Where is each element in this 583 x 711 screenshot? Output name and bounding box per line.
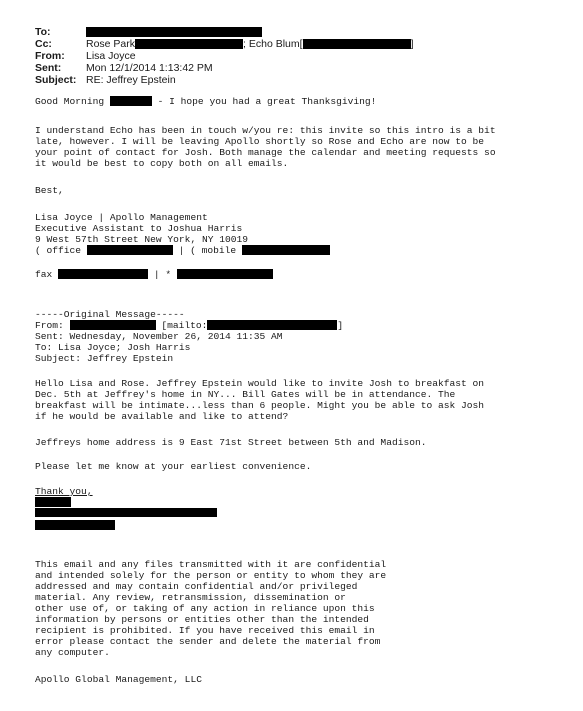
to-label: To: — [35, 26, 51, 38]
subject-value: RE: Jeffrey Epstein — [86, 74, 176, 86]
original-para-line: breakfast will be intimate...less than 6 people. Might you be able to ask Josh — [35, 400, 485, 411]
redaction-bar — [35, 520, 115, 530]
reply-para-line: I understand Echo has been in touch w/you re: this invite so this intro is a bit — [35, 125, 496, 136]
original-sent-line: Sent: Wednesday, November 26, 2014 11:35 AM — [35, 331, 283, 342]
redaction-bar — [110, 96, 152, 106]
from-label: From: — [35, 50, 65, 62]
redaction-bar — [35, 497, 71, 507]
cc-close-bracket: ] — [410, 38, 414, 50]
disclaimer-line: any computer. — [35, 647, 110, 658]
signature-line: 9 West 57th Street New York, NY 10019 — [35, 234, 249, 245]
cc-label: Cc: — [35, 38, 52, 50]
disclaimer-line: recipient is prohibited. If you have received this email in — [35, 625, 375, 636]
redaction-bar — [58, 269, 148, 279]
sent-value: Mon 12/1/2014 1:13:42 PM — [86, 62, 213, 74]
mailto-label: [mailto: — [161, 320, 208, 331]
reply-para-line: late, however. I will be leaving Apollo shortly so Rose and Echo are now to be — [35, 136, 485, 147]
redaction-bar — [135, 39, 243, 49]
cc-name-rose: Rose Park — [86, 38, 136, 50]
redaction-bar — [177, 269, 273, 279]
cc-value — [86, 38, 413, 50]
mobile-label: | ( mobile — [178, 245, 237, 256]
disclaimer-line: error please contact the sender and delete the material from — [35, 636, 381, 647]
sent-label: Sent: — [35, 62, 62, 74]
reply-para-line: your point of contact for Josh. Both manage the calendar and meeting requests so — [35, 147, 496, 158]
footer-company: Apollo Global Management, LLC — [35, 674, 202, 685]
signature-line: Executive Assistant to Joshua Harris — [35, 223, 243, 234]
original-to-line: To: Lisa Joyce; Josh Harris — [35, 342, 191, 353]
disclaimer-line: addressed and may contain confidential and/or privileged — [35, 581, 358, 592]
subject-label: Subject: — [35, 74, 77, 86]
signature-line: Lisa Joyce | Apollo Management — [35, 212, 208, 223]
address-line: Jeffreys home address is 9 East 71st Street between 5th and Madison. — [35, 437, 427, 448]
disclaimer-line: This email and any files transmitted with it are confidential — [35, 559, 387, 570]
original-para-line: if he would be available and like to attend? — [35, 411, 289, 422]
greeting-line — [35, 96, 376, 107]
signature-phone-line — [35, 245, 330, 256]
redaction-bar — [242, 245, 330, 255]
disclaimer-line: material. Any review, retransmission, dissemination or — [35, 592, 346, 603]
request-line: Please let me know at your earliest convenience. — [35, 461, 312, 472]
disclaimer-line: information by persons or entities other than the intended — [35, 614, 369, 625]
disclaimer-line: and intended solely for the person or entity to whom they are — [35, 570, 387, 581]
redaction-bar — [207, 320, 337, 330]
disclaimer-line: other use of, or taking of any action in reliance upon this — [35, 603, 375, 614]
reply-para-line: it would be best to copy both on all emails. — [35, 158, 289, 169]
original-separator: -----Original Message----- — [35, 309, 185, 320]
redaction-bar — [87, 245, 173, 255]
original-para-line: Hello Lisa and Rose. Jeffrey Epstein would like to invite Josh to breakfast on — [35, 378, 485, 389]
signature-fax-line — [35, 269, 273, 280]
from-value: Lisa Joyce — [86, 50, 136, 62]
original-from-line — [35, 320, 343, 331]
office-label: ( office — [35, 245, 82, 256]
original-subject-line: Subject: Jeffrey Epstein — [35, 353, 174, 364]
greeting-suffix: - I hope you had a great Thanksgiving! — [157, 96, 377, 107]
to-value — [86, 26, 262, 38]
cc-name-echo: ; Echo Blum[ — [243, 38, 303, 50]
redaction-bar — [303, 39, 411, 49]
mailto-close: ] — [337, 320, 344, 331]
redaction-bar — [86, 27, 262, 37]
thanks-line: Thank you, — [35, 486, 93, 497]
fax-separator: | * — [153, 269, 172, 280]
greeting-prefix: Good Morning — [35, 96, 105, 107]
original-from-label: From: — [35, 320, 64, 331]
closing-line: Best, — [35, 185, 64, 196]
original-para-line: Dec. 5th at Jeffrey's home in NY... Bill Gates will be in attendance. The — [35, 389, 456, 400]
fax-label: fax — [35, 269, 53, 280]
redaction-bar — [70, 320, 156, 330]
redaction-bar — [35, 508, 217, 517]
